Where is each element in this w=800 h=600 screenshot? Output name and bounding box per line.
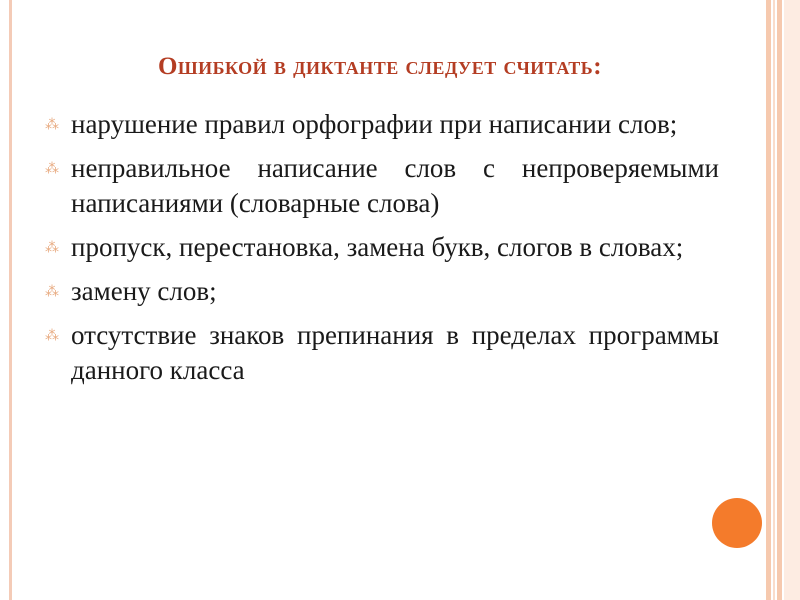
list-item <box>45 151 719 221</box>
slide-title: Ошибкой в диктанте следует считать: <box>157 53 603 80</box>
list-item <box>45 274 719 309</box>
right-stripe <box>784 0 800 600</box>
list-item <box>45 230 719 265</box>
right-stripe <box>777 0 782 600</box>
bullet-icon: ⁂ <box>45 117 59 133</box>
bullet-text: замену слов; <box>71 276 217 306</box>
list-item <box>45 318 719 388</box>
bullet-text: отсутствие знаков препинания в пределах программы данного класса <box>71 320 719 385</box>
bullet-icon: ⁂ <box>45 240 59 256</box>
bullet-text: нарушение правил орфографии при написании слов; <box>71 109 678 139</box>
right-stripe <box>766 0 771 600</box>
list-item <box>45 107 719 142</box>
decorative-circle <box>712 498 762 548</box>
bullet-icon: ⁂ <box>45 161 59 177</box>
right-stripe <box>773 0 775 600</box>
left-frame-line <box>9 0 12 600</box>
bullet-icon: ⁂ <box>45 328 59 344</box>
bullet-icon: ⁂ <box>45 284 59 300</box>
bullet-text: неправильное написание слов с непроверяемыми написаниями (словарные слова) <box>71 153 719 218</box>
bullet-text: пропуск, перестановка, замена букв, слогов в словах; <box>71 232 684 262</box>
bullet-list <box>45 107 719 397</box>
